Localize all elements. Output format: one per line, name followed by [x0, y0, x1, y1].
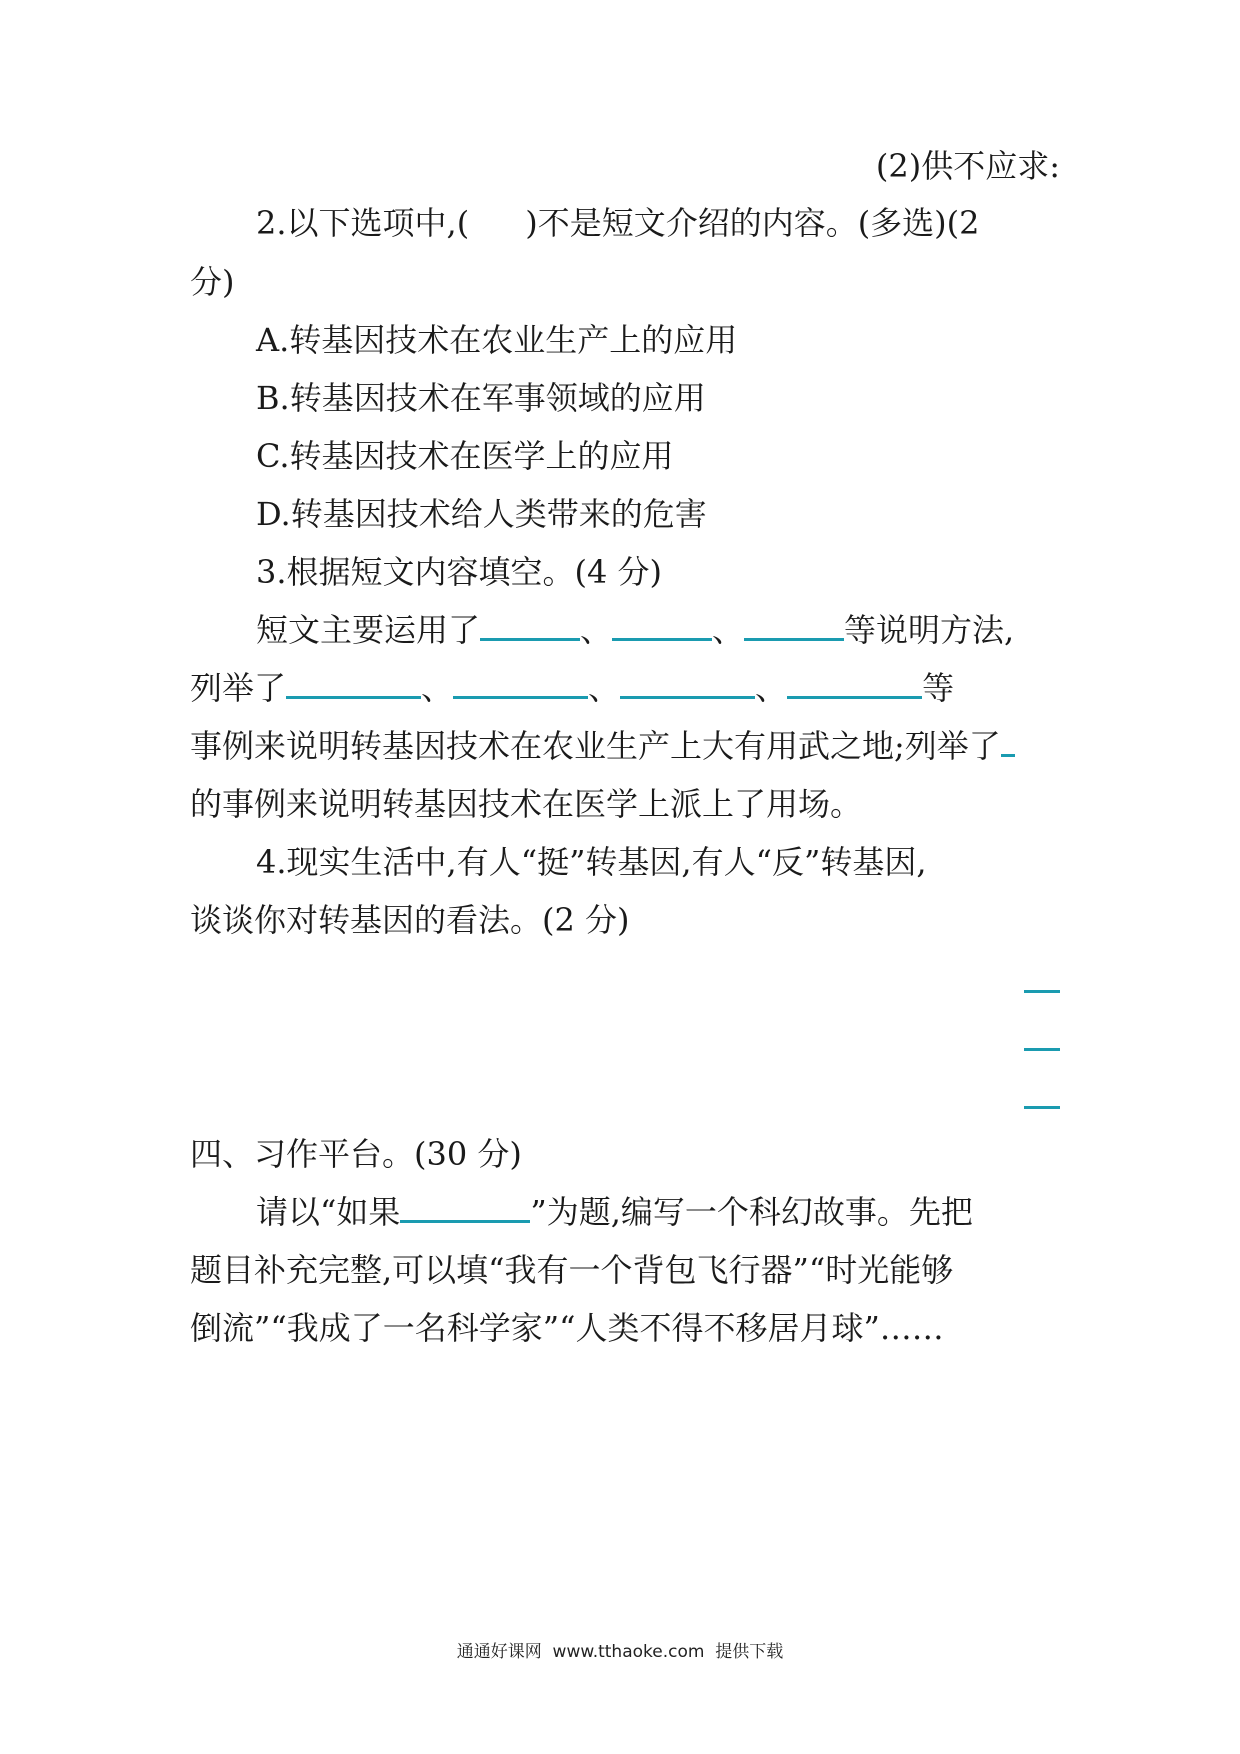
q3-separator: 、 [580, 611, 613, 649]
q2-option-d: D.转基因技术给人类带来的危害 [256, 495, 707, 533]
q3-line1 [256, 610, 1060, 650]
q2-option-b: B.转基因技术在军事领域的应用 [256, 379, 706, 417]
q3-l2-text-b: 等 [922, 669, 955, 707]
q4-line2: 谈谈你对转基因的看法。(2 分) [190, 901, 630, 939]
section4-l1-text-b: ”为题,编写一个科幻故事。先把 [530, 1193, 973, 1231]
q3-method-blank-1[interactable] [480, 612, 580, 641]
q2-stem-a: 2.以下选项中,( [256, 204, 470, 242]
q4-line1: 4.现实生活中,有人“挺”转基因,有人“反”转基因, [256, 843, 927, 881]
q2-stem-b: )不是短文介绍的内容。(多选)(2 [525, 204, 980, 242]
q4-answer-line-1[interactable] [1024, 990, 1060, 993]
q3-separator: 、 [712, 611, 745, 649]
q3-example-blank-2[interactable] [453, 670, 588, 699]
section4-l1-text-a: 请以“如果 [256, 1193, 401, 1231]
q3-l3-text: 事例来说明转基因技术在农业生产上大有用武之地;列举了 [190, 727, 1001, 765]
q2-option-a: A.转基因技术在农业生产上的应用 [256, 321, 738, 359]
q3-separator: 、 [421, 669, 454, 707]
q3-l1-text-b: 等说明方法, [844, 611, 1015, 649]
q3-method-blank-2[interactable] [612, 612, 712, 641]
q3-l2-text-a: 列举了 [190, 669, 287, 707]
q2-option-c: C.转基因技术在医学上的应用 [256, 437, 674, 475]
q2-stem-wrap: 分) [190, 263, 235, 301]
q3-example-blank-4[interactable] [787, 670, 922, 699]
q3-method-blank-3[interactable] [744, 612, 844, 641]
section4-line3: 倒流”“我成了一名科学家”“人类不得不移居月球”…… [190, 1309, 944, 1347]
q3-l1-text-a: 短文主要运用了 [256, 611, 481, 649]
q3-separator: 、 [755, 669, 788, 707]
q3-stem: 3.根据短文内容填空。(4 分) [256, 553, 663, 591]
q4-answer-line-2[interactable] [1024, 1048, 1060, 1051]
section4-title-blank[interactable] [400, 1194, 530, 1223]
q3-line3 [190, 726, 1060, 766]
q3-example-blank-3[interactable] [620, 670, 755, 699]
section4-title: 四、习作平台。(30 分) [190, 1135, 522, 1173]
q3-example-blank-1[interactable] [286, 670, 421, 699]
section4-line1 [256, 1192, 1060, 1232]
q3-separator: 、 [588, 669, 621, 707]
section4-line2: 题目补充完整,可以填“我有一个背包飞行器”“时光能够 [190, 1251, 954, 1289]
q2-stem [256, 203, 1060, 243]
q3-medical-example-blank[interactable] [1001, 728, 1015, 757]
q3-line2 [190, 668, 1060, 708]
page-footer: 通通好课网 www.tthaoke.com 提供下载 [456, 1642, 784, 1662]
q3-line4: 的事例来说明转基因技术在医学上派上了用场。 [190, 785, 863, 823]
q1-sub2: (2)供不应求: [875, 147, 1060, 185]
q4-answer-line-3[interactable] [1024, 1106, 1060, 1109]
